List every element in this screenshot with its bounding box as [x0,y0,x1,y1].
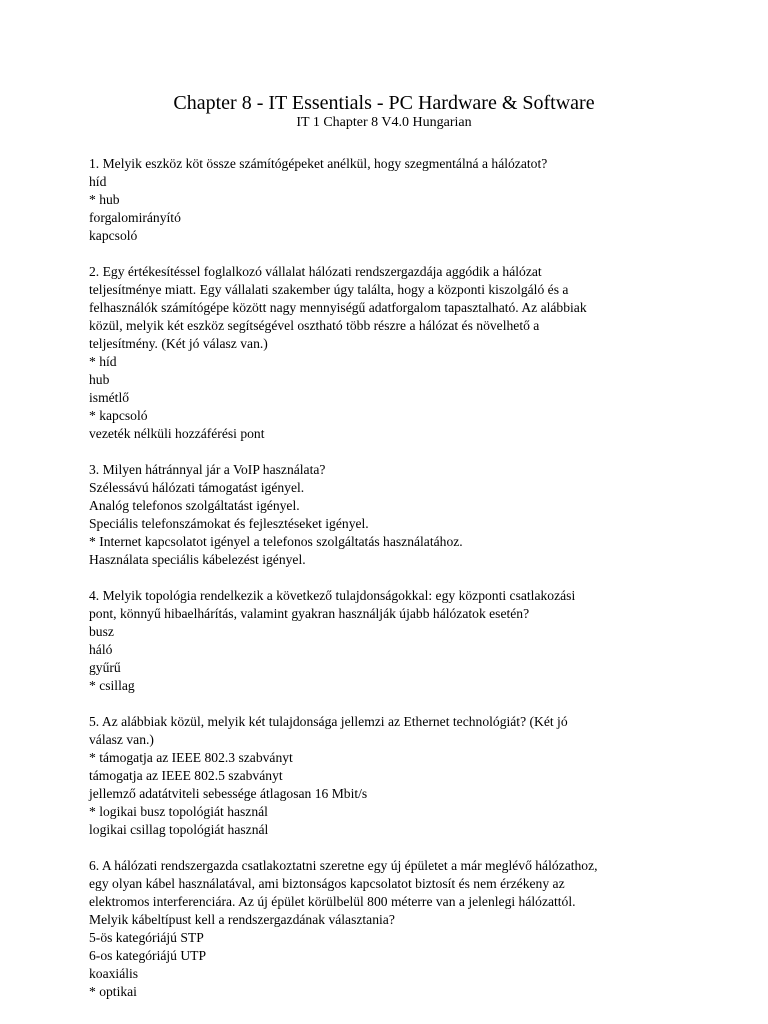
answer-option: ismétlő [89,390,130,405]
answer-option: híd [89,174,107,189]
answer-option: busz [89,624,114,639]
question-2 [89,263,749,443]
question-text: 4. Melyik topológia rendelkezik a következő tulajdonságokkal: egy központi csatlakozási [89,588,576,603]
answer-option: Speciális telefonszámokat és fejlesztéseket igényel. [89,516,369,531]
question-5 [89,713,749,839]
answer-option: vezeték nélküli hozzáférési pont [89,426,265,441]
answer-option: gyűrű [89,660,121,675]
document-title: Chapter 8 - IT Essentials - PC Hardware & Software [173,92,595,114]
answer-option: forgalomirányító [89,210,181,225]
question-text: felhasználók számítógépe között nagy mennyiségű adatforgalom tapasztalható. Az alábbiak [89,300,587,315]
document-subtitle: IT 1 Chapter 8 V4.0 Hungarian [296,115,472,130]
question-6 [89,857,749,1001]
question-4 [89,587,749,695]
answer-option: * támogatja az IEEE 802.3 szabványt [89,750,293,765]
question-text: elektromos interferenciára. Az új épület körülbelül 800 méterre van a jelenlegi hálózattól. [89,894,576,909]
question-text: 1. Melyik eszköz köt össze számítógépeket anélkül, hogy szegmentálná a hálózatot? [89,156,548,171]
answer-option: Szélessávú hálózati támogatást igényel. [89,480,305,495]
answer-option: * logikai busz topológiát használ [89,804,268,819]
answer-option: Használata speciális kábelezést igényel. [89,552,306,567]
answer-option: jellemző adatátviteli sebessége átlagosan 16 Mbit/s [89,786,368,801]
question-text: 3. Milyen hátránnyal jár a VoIP használata? [89,462,326,477]
answer-option: * híd [89,354,117,369]
answer-option: 6-os kategóriájú UTP [89,948,207,963]
answer-option: kapcsoló [89,228,138,243]
question-text: 5. Az alábbiak közül, melyik két tulajdonsága jellemzi az Ethernet technológiát? (Két jó [89,714,568,729]
answer-option: Analóg telefonos szolgáltatást igényel. [89,498,300,513]
answer-option: háló [89,642,113,657]
answer-option: * hub [89,192,120,207]
answer-option: hub [89,372,110,387]
answer-option: 5-ös kategóriájú STP [89,930,204,945]
question-text: egy olyan kábel használatával, ami biztonságos kapcsolatot biztosít és nem érzékeny az [89,876,565,891]
question-text: pont, könnyű hibaelhárítás, valamint gyakran használják újabb hálózatok esetén? [89,606,530,621]
answer-option: támogatja az IEEE 802.5 szabványt [89,768,283,783]
answer-option: koaxiális [89,966,139,981]
question-text: 6. A hálózati rendszergazda csatlakoztatni szeretne egy új épületet a már meglévő hálózathoz, [89,858,598,873]
answer-option: * Internet kapcsolatot igényel a telefonos szolgáltatás használatához. [89,534,463,549]
question-3 [89,461,749,569]
answer-option: * optikai [89,984,137,999]
question-text: válasz van.) [89,732,154,747]
question-text: teljesítmény. (Két jó válasz van.) [89,336,268,351]
question-text: Melyik kábeltípust kell a rendszergazdának választania? [89,912,395,927]
question-text: 2. Egy értékesítéssel foglalkozó vállalat hálózati rendszergazdája aggódik a hálózat [89,264,542,279]
question-text: közül, melyik két eszköz segítségével osztható több részre a hálózat és növelhető a [89,318,540,333]
answer-option: * csillag [89,678,135,693]
answer-option: * kapcsoló [89,408,148,423]
question-list [89,155,749,1019]
question-text: teljesítménye miatt. Egy vállalati szakember úgy találta, hogy a központi kiszolgáló és a [89,282,569,297]
question-1 [89,155,749,245]
answer-option: logikai csillag topológiát használ [89,822,269,837]
